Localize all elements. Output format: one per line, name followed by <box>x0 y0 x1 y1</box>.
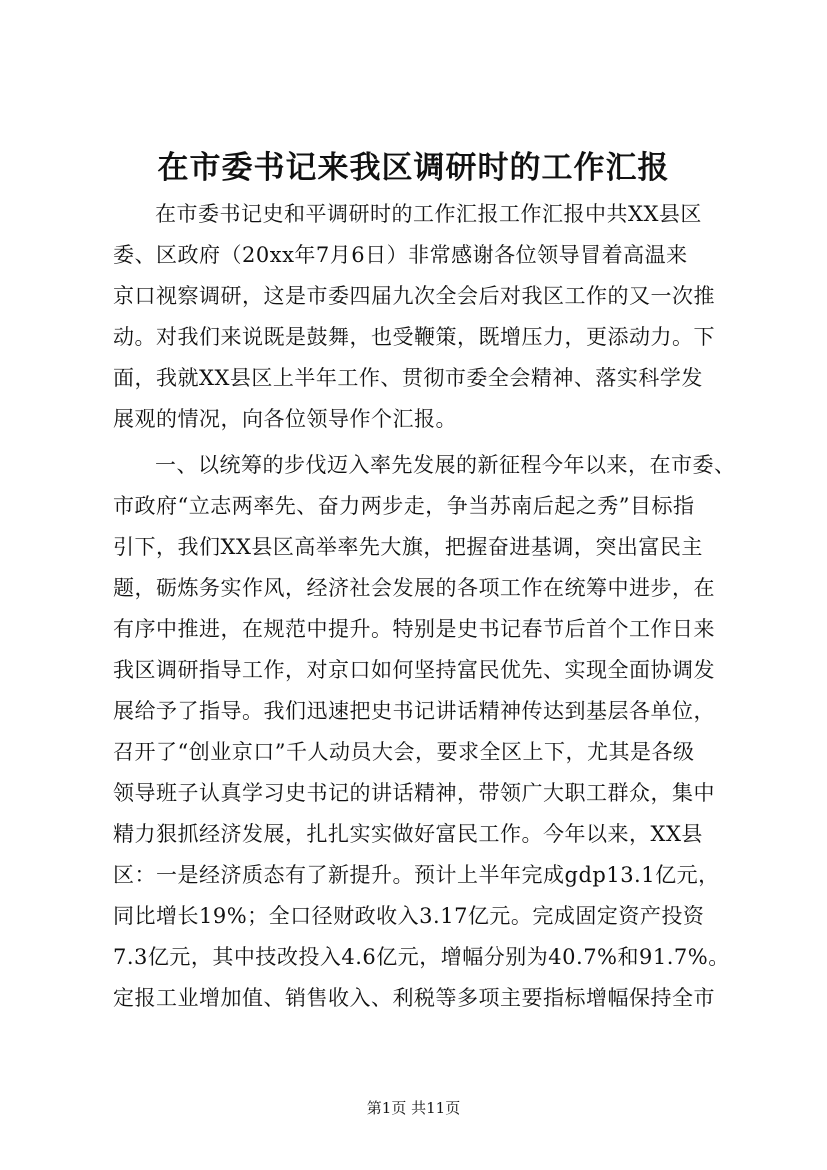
paragraph-line: 在市委书记史和平调研时的工作汇报工作汇报中共XX县区 <box>155 202 702 226</box>
paragraph-line: 一、以统筹的步伐迈入率先发展的新征程今年以来，在市委、 <box>155 453 736 477</box>
paragraph-line: 题，砺炼务实作风，经济社会发展的各项工作在统筹中进步，在 <box>113 576 715 600</box>
document-title: 在市委书记来我区调研时的工作汇报 <box>157 150 670 186</box>
paragraph-line: 有序中推进，在规范中提升。特别是史书记春节后首个工作日来 <box>113 617 715 641</box>
paragraph-line: 召开了“创业京口”千人动员大会，要求全区上下，尤其是各级 <box>113 740 695 764</box>
paragraph-line: 区：一是经济质态有了新提升。预计上半年完成gdp13.1亿元， <box>113 863 720 887</box>
paragraph-line: 定报工业增加值、销售收入、利税等多项主要指标增幅保持全市 <box>113 986 715 1010</box>
paragraph-line: 我区调研指导工作，对京口如何坚持富民优先、实现全面协调发 <box>113 658 715 682</box>
paragraph-line: 同比增长19%；全口径财政收入3.17亿元。完成固定资产投资 <box>113 904 705 928</box>
paragraph-line: 7.3亿元，其中技改投入4.6亿元，增幅分别为40.7%和91.7%。 <box>113 945 730 969</box>
paragraph-line: 精力狠抓经济发展，扎扎实实做好富民工作。今年以来，XX县 <box>113 822 703 846</box>
paragraph-line: 展给予了指导。我们迅速把史书记讲话精神传达到基层各单位， <box>113 699 715 723</box>
paragraph-line: 领导班子认真学习史书记的讲话精神，带领广大职工群众，集中 <box>113 781 715 805</box>
paragraph-line: 京口视察调研，这是市委四届九次全会后对我区工作的又一次推 <box>113 284 715 308</box>
paragraph-line: 展观的情况，向各位领导作个汇报。 <box>113 407 457 431</box>
paragraph-line: 动。对我们来说既是鼓舞，也受鞭策，既增压力，更添动力。下 <box>113 325 715 349</box>
page-number-footer: 第1页 共11页 <box>366 1099 461 1117</box>
paragraph-line: 市政府“立志两率先、奋力两步走，争当苏南后起之秀”目标指 <box>113 494 695 518</box>
paragraph-line: 委、区政府（20xx年7月6日）非常感谢各位领导冒着高温来 <box>113 243 688 267</box>
paragraph-line: 面，我就XX县区上半年工作、贯彻市委全会精神、落实科学发 <box>113 366 703 390</box>
paragraph-line: 引下，我们XX县区高举率先大旗，把握奋进基调，突出富民主 <box>113 535 703 559</box>
